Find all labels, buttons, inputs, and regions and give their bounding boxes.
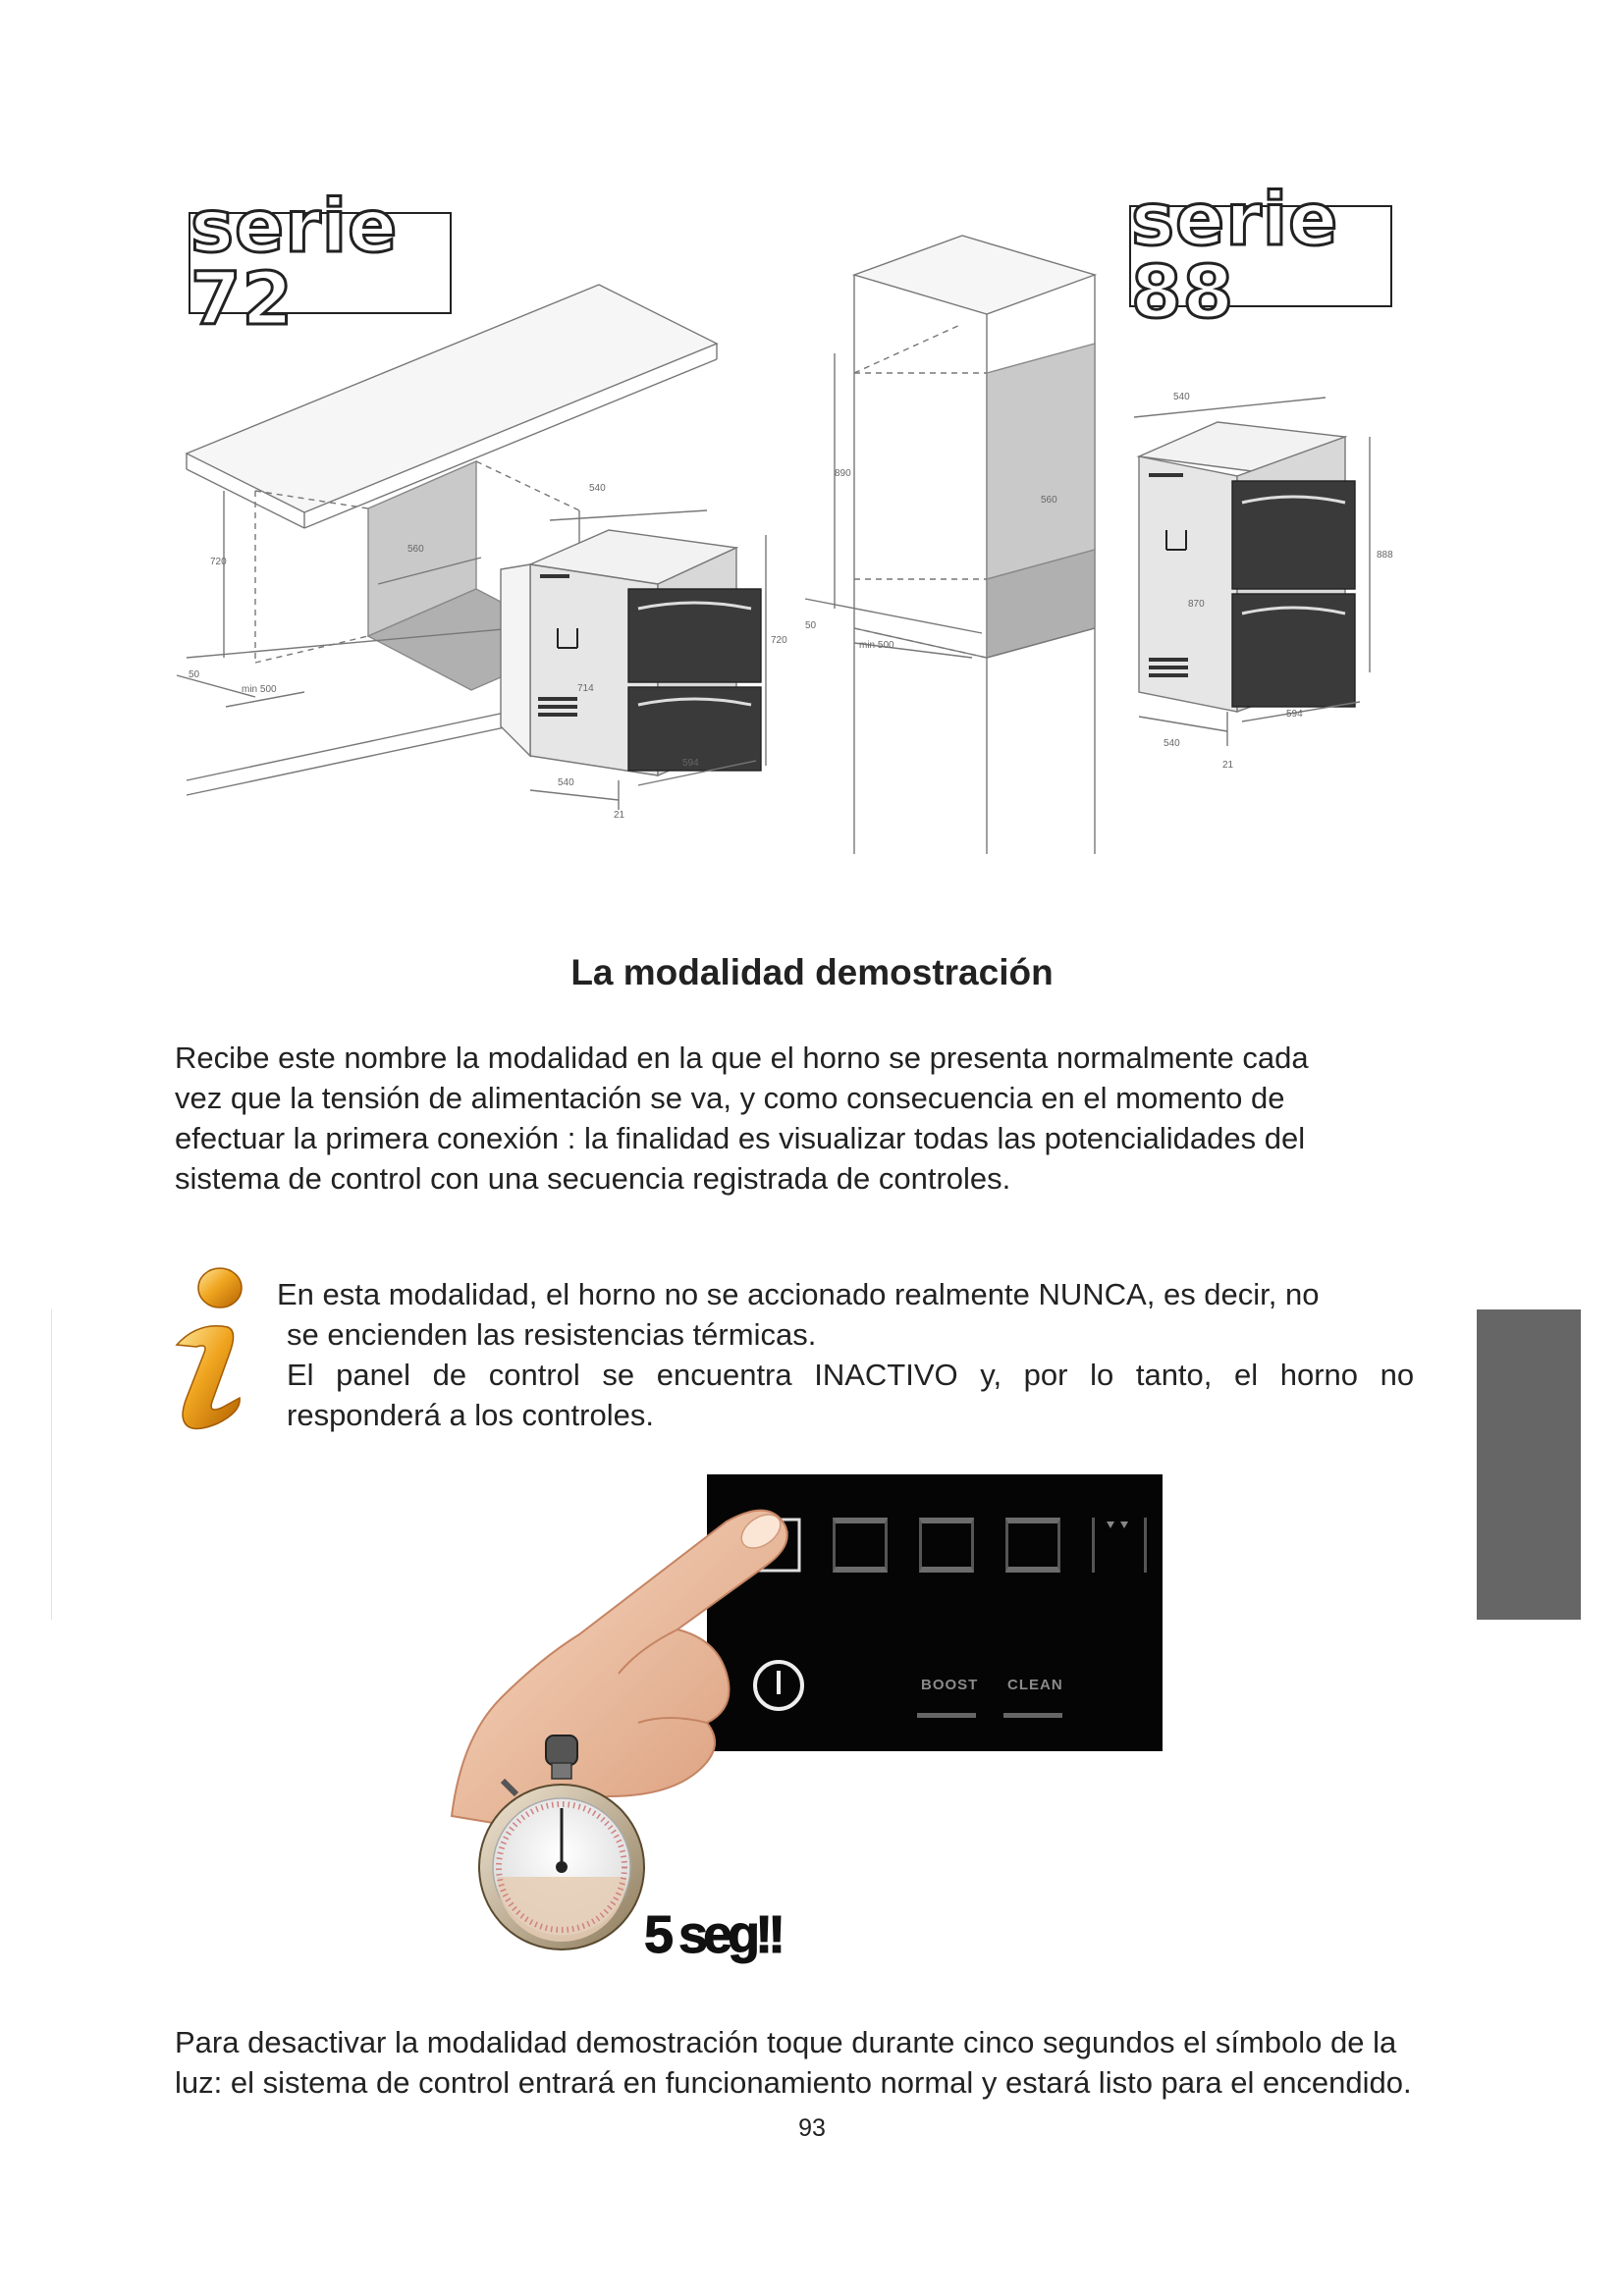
clean-key[interactable] [1003,1671,1062,1718]
dim-72-floor-gap: 50 [189,669,200,680]
dim-72-min-depth: min 500 [242,684,277,695]
function-key-4[interactable] [1005,1518,1060,1573]
dim-88-min-depth: min 500 [859,640,894,651]
instruction-line-1: Para desactivar la modalidad demostración toque durante cinco segundos el símbolo de la [175,2025,1397,2059]
info-i-icon [169,1264,259,1431]
dim-72-niche-width: 560 [407,544,424,555]
left-margin-rule [51,1309,52,1620]
stopwatch-icon [473,1730,650,1955]
chevron-down-icon [1095,1518,1144,1537]
function-key-5[interactable] [1092,1518,1147,1573]
intro-line-1: Recibe este nombre la modalidad en la que el horno se presenta normalmente cada [175,1041,1309,1075]
section-title: La modalidad demostración [570,952,1054,992]
dim-88-oven-width-top: 540 [1173,392,1190,402]
dim-88-floor-gap: 50 [805,620,817,631]
dim-88-oven-inner: 870 [1188,599,1205,610]
info-line-3: El panel de control se encuentra INACTIVO y, por lo tanto, el horno no [287,1358,1415,1392]
dim-72-oven-front-width: 594 [682,758,699,769]
instruction-paragraph [175,2022,1451,2103]
info-block [277,1274,1426,1435]
boost-label: BOOST [921,1677,979,1693]
dim-88-column-height: 890 [835,468,851,479]
dim-72-oven-width-top: 540 [589,483,606,494]
page-number: 93 [798,2114,826,2142]
dim-72-oven-inner: 714 [577,683,594,694]
info-line-1: En esta modalidad, el horno no se accionado realmente NUNCA, es decir, no [277,1277,1320,1311]
serie-88-label [1129,178,1392,335]
serie-72-text: serie 72 [190,185,399,342]
dim-88-niche-width: 560 [1041,495,1057,506]
boost-key[interactable] [917,1671,979,1718]
intro-line-2: vez que la tensión de alimentación se va, y como consecuencia en el momento de [175,1081,1285,1115]
clean-label: CLEAN [1007,1677,1063,1693]
dim-88-oven-front-depth: 21 [1222,760,1234,771]
intro-line-4: sistema de control con una secuencia registrada de controles. [175,1161,1011,1196]
function-key-2[interactable] [833,1518,888,1573]
dim-88-oven-height: 888 [1377,550,1393,561]
serie-72-label [189,185,452,342]
function-key-3[interactable] [919,1518,974,1573]
info-line-4: responderá a los controles. [287,1398,654,1432]
serie-88-text: serie 88 [1131,178,1339,335]
dim-88-oven-front-width: 594 [1286,709,1303,720]
dim-72-oven-height: 720 [771,635,787,646]
dim-72-oven-front-depth: 21 [614,810,625,821]
dim-88-oven-side-depth: 540 [1164,738,1180,749]
dim-72-cabinet-height: 720 [210,557,227,567]
timer-label: 5 seg!! [644,1905,782,1964]
chapter-tab [1477,1309,1581,1620]
info-line-2: se encienden las resistencias térmicas. [287,1317,817,1352]
intro-line-3: efectuar la primera conexión : la finalidad es visualizar todas las potencialidades del [175,1121,1306,1155]
intro-paragraph [175,1038,1451,1199]
dim-72-oven-side-depth: 540 [558,777,574,788]
instruction-line-2: luz: el sistema de control entrará en funcionamiento normal y estará listo para el encendido. [175,2065,1412,2100]
